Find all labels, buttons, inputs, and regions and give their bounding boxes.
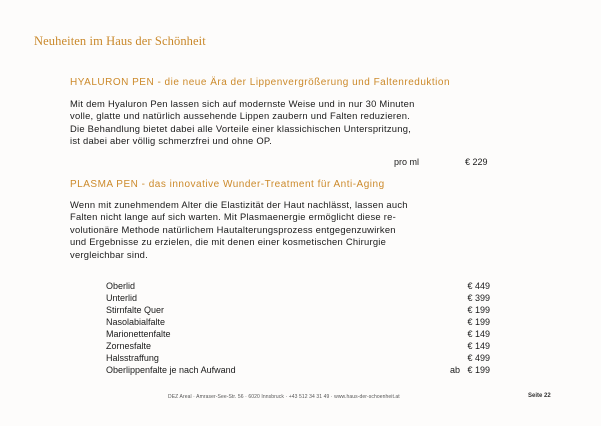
paragraph-line: Falten nicht lange auf sich warten. Mit Plasmaenergie ermöglicht diese re- (70, 211, 396, 223)
plasma-description (70, 199, 490, 261)
price-row (106, 352, 490, 364)
treatment-price: € 199 (467, 305, 490, 315)
treatment-name: Oberlippenfalte je nach Aufwand (106, 365, 236, 375)
paragraph-line: ist dabei aber völlig schmerzfrei und ohne OP. (70, 135, 273, 147)
treatment-name: Stirnfalte Quer (106, 305, 165, 315)
treatment-name: Zornesfalte (106, 341, 152, 351)
plasma-section-title: PLASMA PEN - das innovative Wunder-Treatment für Anti-Aging (70, 179, 385, 190)
treatment-price: € 199 (467, 365, 490, 375)
price-row (106, 316, 490, 328)
page-title: Neuheiten im Haus der Schönheit (34, 34, 206, 48)
hyaluron-description (70, 98, 490, 148)
treatment-name: Unterlid (106, 293, 138, 303)
treatment-name: Nasolabialfalte (106, 317, 166, 327)
treatment-price: € 399 (467, 293, 490, 303)
price-row (106, 328, 490, 340)
footer-address: DEZ Areal · Amraser-See-Str. 56 · 6020 Innsbruck · +43 512 34 31 49 · www.haus-der-schoenheit.at (168, 394, 400, 400)
paragraph-line: Die Behandlung bietet dabei alle Vorteile einer klassichischen Unterspritzung, (70, 122, 412, 134)
treatment-name: Halsstraffung (106, 353, 159, 363)
plasma-price-list (106, 280, 490, 376)
price-row (106, 280, 490, 292)
price-prefix: ab (449, 365, 460, 375)
hyaluron-price-unit: pro ml (394, 157, 420, 167)
price-row (106, 292, 490, 304)
treatment-price: € 499 (467, 353, 490, 363)
treatment-price: € 149 (467, 341, 490, 351)
paragraph-line: Mit dem Hyaluron Pen lassen sich auf modernste Weise und in nur 30 Minuten (70, 98, 415, 109)
treatment-name: Oberlid (106, 281, 136, 291)
paragraph-line: Wenn mit zunehmendem Alter die Elastizität der Haut nachlässt, lassen auch (70, 199, 408, 210)
price-row (106, 304, 490, 316)
treatment-price: € 149 (467, 329, 490, 339)
treatment-price: € 199 (467, 317, 490, 327)
price-row (106, 340, 490, 352)
paragraph-line: volutionäre Methode natürlichem Hautalterungsprozess entgegenzuwirken (70, 223, 396, 235)
paragraph-line: vergleichbar sind. (70, 248, 148, 260)
paragraph-line: und Ergebnisse zu erzielen, die mit denen einer kosmetischen Chirurgie (70, 236, 387, 248)
price-row (106, 364, 490, 376)
paragraph-line: volle, glatte und natürlich aussehende Lippen zaubern und Falten reduzieren. (70, 110, 411, 122)
hyaluron-section-title: HYALURON PEN - die neue Ära der Lippenvergrößerung und Faltenreduktion (70, 77, 450, 88)
treatment-name: Marionettenfalte (106, 329, 171, 339)
treatment-price: € 449 (467, 281, 490, 291)
hyaluron-price: € 229 (465, 157, 488, 167)
page-number: Seite 22 (528, 393, 551, 399)
